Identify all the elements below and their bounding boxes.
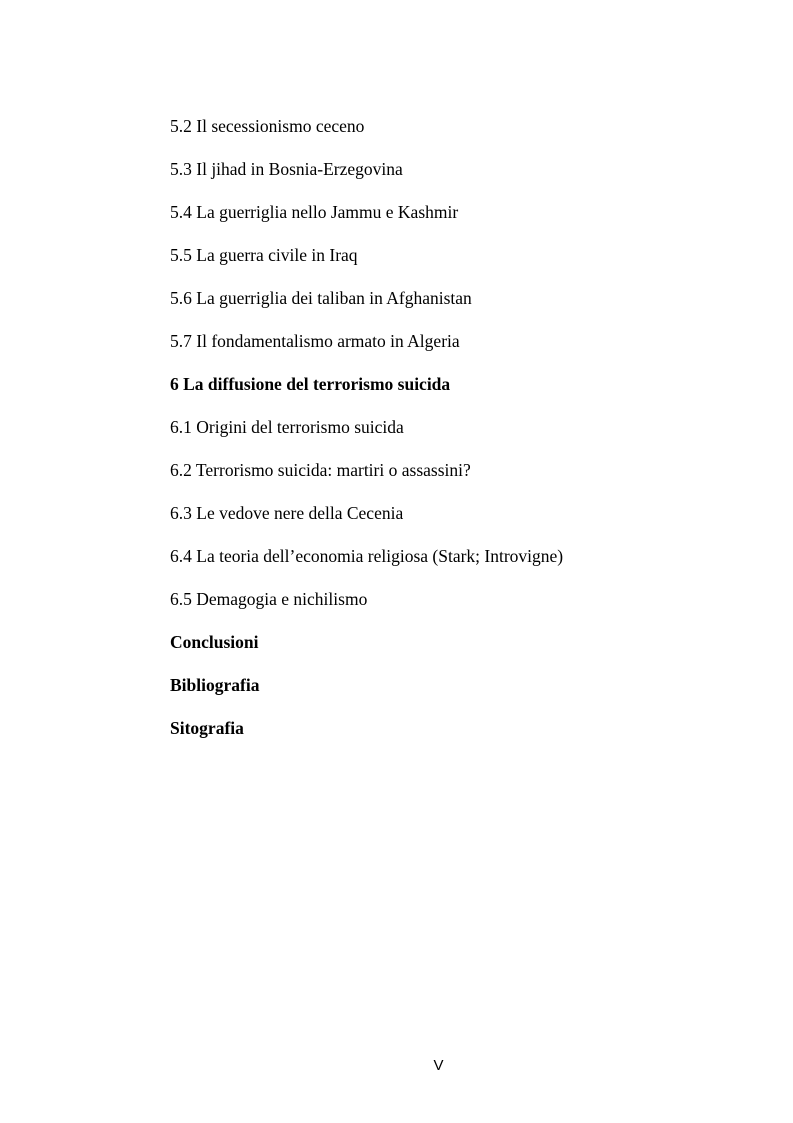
toc-bibliography-heading: Bibliografia — [170, 675, 260, 695]
toc-entry: 6.4 La teoria dell’economia religiosa (Stark; Introvigne) — [170, 546, 564, 566]
toc-entry: 5.4 La guerriglia nello Jammu e Kashmir — [170, 202, 459, 222]
table-of-contents — [170, 112, 730, 757]
toc-entry: 6.1 Origini del terrorismo suicida — [170, 417, 404, 437]
toc-entry: 6.2 Terrorismo suicida: martiri o assassini? — [170, 460, 471, 480]
toc-entry: 6.5 Demagogia e nichilismo — [170, 589, 368, 609]
toc-entry: 5.5 La guerra civile in Iraq — [170, 245, 358, 265]
toc-sitography-heading: Sitografia — [170, 718, 244, 738]
toc-entry: 5.2 Il secessionismo ceceno — [170, 116, 365, 136]
toc-entry: 5.7 Il fondamentalismo armato in Algeria — [170, 331, 460, 351]
toc-conclusions-heading: Conclusioni — [170, 632, 259, 652]
page-number: V — [433, 1057, 444, 1074]
toc-entry: 5.3 Il jihad in Bosnia-Erzegovina — [170, 159, 403, 179]
toc-entry: 5.6 La guerriglia dei taliban in Afghanistan — [170, 288, 472, 308]
toc-entry: 6.3 Le vedove nere della Cecenia — [170, 503, 404, 523]
toc-chapter-heading: 6 La diffusione del terrorismo suicida — [170, 374, 451, 394]
